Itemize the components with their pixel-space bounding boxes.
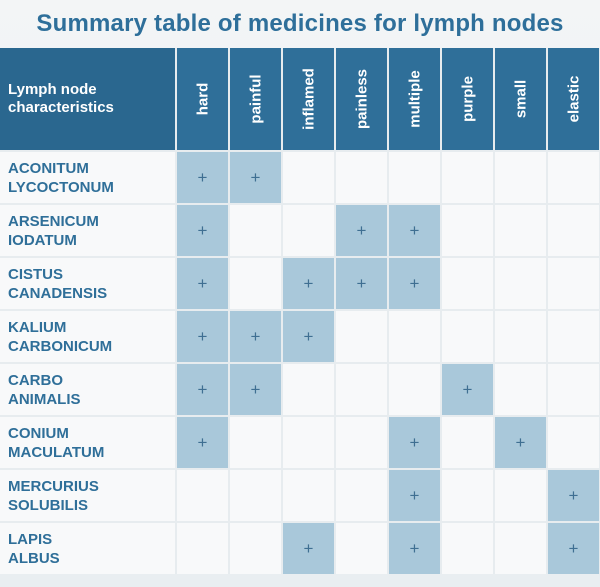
table-cell [547, 363, 600, 416]
table-cell: + [388, 522, 441, 574]
table-cell [282, 469, 335, 522]
table-cell: + [176, 416, 229, 469]
column-label: small [512, 79, 529, 119]
medicine-name [0, 469, 176, 522]
medicine-name-line1: CONIUM [8, 424, 69, 442]
table-cell: + [176, 363, 229, 416]
column-label: elastic [565, 75, 582, 123]
table-cell [176, 522, 229, 574]
table-row [0, 310, 600, 363]
table-cell [176, 469, 229, 522]
column-header-multiple [388, 48, 441, 151]
table-cell: + [176, 257, 229, 310]
page-title: Summary table of medicines for lymph nodes [36, 10, 564, 37]
medicine-name-line2: IODATUM [8, 231, 77, 249]
table-cell [494, 257, 547, 310]
medicine-name [0, 310, 176, 363]
table-cell [335, 416, 388, 469]
table-row [0, 204, 600, 257]
medicine-name-line2: MACULATUM [8, 443, 105, 461]
table-cell [388, 310, 441, 363]
medicine-name-line2: ANIMALIS [8, 390, 81, 408]
table-cell: + [388, 257, 441, 310]
table-cell [335, 151, 388, 204]
table-cell [229, 257, 282, 310]
table-cell [388, 151, 441, 204]
table-cell: + [282, 257, 335, 310]
column-label: inflamed [300, 68, 317, 130]
medicine-name [0, 257, 176, 310]
table-cell [335, 522, 388, 574]
table-cell [494, 151, 547, 204]
header-characteristics [0, 48, 176, 151]
header-characteristics-line2: characteristics [8, 99, 114, 116]
medicine-name-line1: LAPIS [8, 530, 53, 548]
column-header-hard [176, 48, 229, 151]
table-cell: + [547, 522, 600, 574]
table-cell [441, 310, 494, 363]
table-cell [229, 204, 282, 257]
table-cell [441, 257, 494, 310]
table-cell: + [176, 151, 229, 204]
table-cell [494, 522, 547, 574]
table-cell [282, 416, 335, 469]
table-cell: + [388, 416, 441, 469]
table-cell [229, 416, 282, 469]
table-cell: + [494, 416, 547, 469]
column-header-elastic [547, 48, 600, 151]
column-label: painful [247, 74, 264, 124]
medicine-name-line1: ACONITUM [8, 159, 89, 177]
column-header-inflamed [282, 48, 335, 151]
table-cell [494, 310, 547, 363]
table-cell [547, 416, 600, 469]
medicine-name-line2: ALBUS [8, 549, 60, 567]
column-header-small [494, 48, 547, 151]
table-cell [441, 416, 494, 469]
table-cell: + [388, 469, 441, 522]
table-cell [335, 469, 388, 522]
table-header-row [0, 48, 600, 151]
table-cell: + [229, 310, 282, 363]
table-cell [229, 469, 282, 522]
table-row [0, 151, 600, 204]
table-cell [494, 363, 547, 416]
table-cell: + [229, 151, 282, 204]
table-row [0, 416, 600, 469]
table-cell: + [335, 204, 388, 257]
column-label: multiple [406, 70, 423, 128]
medicine-name-line2: CANADENSIS [8, 284, 108, 302]
header-characteristics-line1: Lymph node [8, 81, 97, 98]
table-cell [494, 204, 547, 257]
column-header-purple [441, 48, 494, 151]
medicine-name-line2: SOLUBILIS [8, 496, 89, 514]
medicine-name [0, 363, 176, 416]
table-cell: + [335, 257, 388, 310]
medicine-name-line2: LYCOCTONUM [8, 178, 114, 196]
table-cell [282, 151, 335, 204]
medicines-table [0, 48, 600, 574]
table-cell [441, 151, 494, 204]
medicine-name-line2: CARBONICUM [8, 337, 113, 355]
table-row [0, 522, 600, 574]
table-cell [388, 363, 441, 416]
table-cell: + [547, 469, 600, 522]
table-row [0, 257, 600, 310]
column-label: purple [459, 76, 476, 122]
table-cell [441, 204, 494, 257]
medicine-name-line1: MERCURIUS [8, 477, 99, 495]
column-label: painless [353, 68, 370, 130]
table-cell [547, 310, 600, 363]
medicine-name-line1: CISTUS [8, 265, 64, 283]
table-cell: + [441, 363, 494, 416]
column-header-painless [335, 48, 388, 151]
medicine-name [0, 522, 176, 574]
table-cell [494, 469, 547, 522]
medicine-name-line1: ARSENICUM [8, 212, 99, 230]
table-cell [282, 204, 335, 257]
table-cell [547, 257, 600, 310]
table-cell: + [176, 310, 229, 363]
table-cell: + [388, 204, 441, 257]
table-cell: + [282, 310, 335, 363]
column-label: hard [194, 82, 211, 116]
medicine-name [0, 151, 176, 204]
medicine-name [0, 204, 176, 257]
table-cell [229, 522, 282, 574]
table-cell [282, 363, 335, 416]
medicine-name [0, 416, 176, 469]
column-header-painful [229, 48, 282, 151]
table-row [0, 363, 600, 416]
table-cell [441, 522, 494, 574]
table-row [0, 469, 600, 522]
table-cell [547, 151, 600, 204]
table-cell [335, 310, 388, 363]
medicine-name-line1: KALIUM [8, 318, 67, 336]
medicine-name-line1: CARBO [8, 371, 63, 389]
table-cell: + [229, 363, 282, 416]
table-cell: + [282, 522, 335, 574]
table-cell [335, 363, 388, 416]
table-cell: + [176, 204, 229, 257]
table-cell [441, 469, 494, 522]
table-cell [547, 204, 600, 257]
